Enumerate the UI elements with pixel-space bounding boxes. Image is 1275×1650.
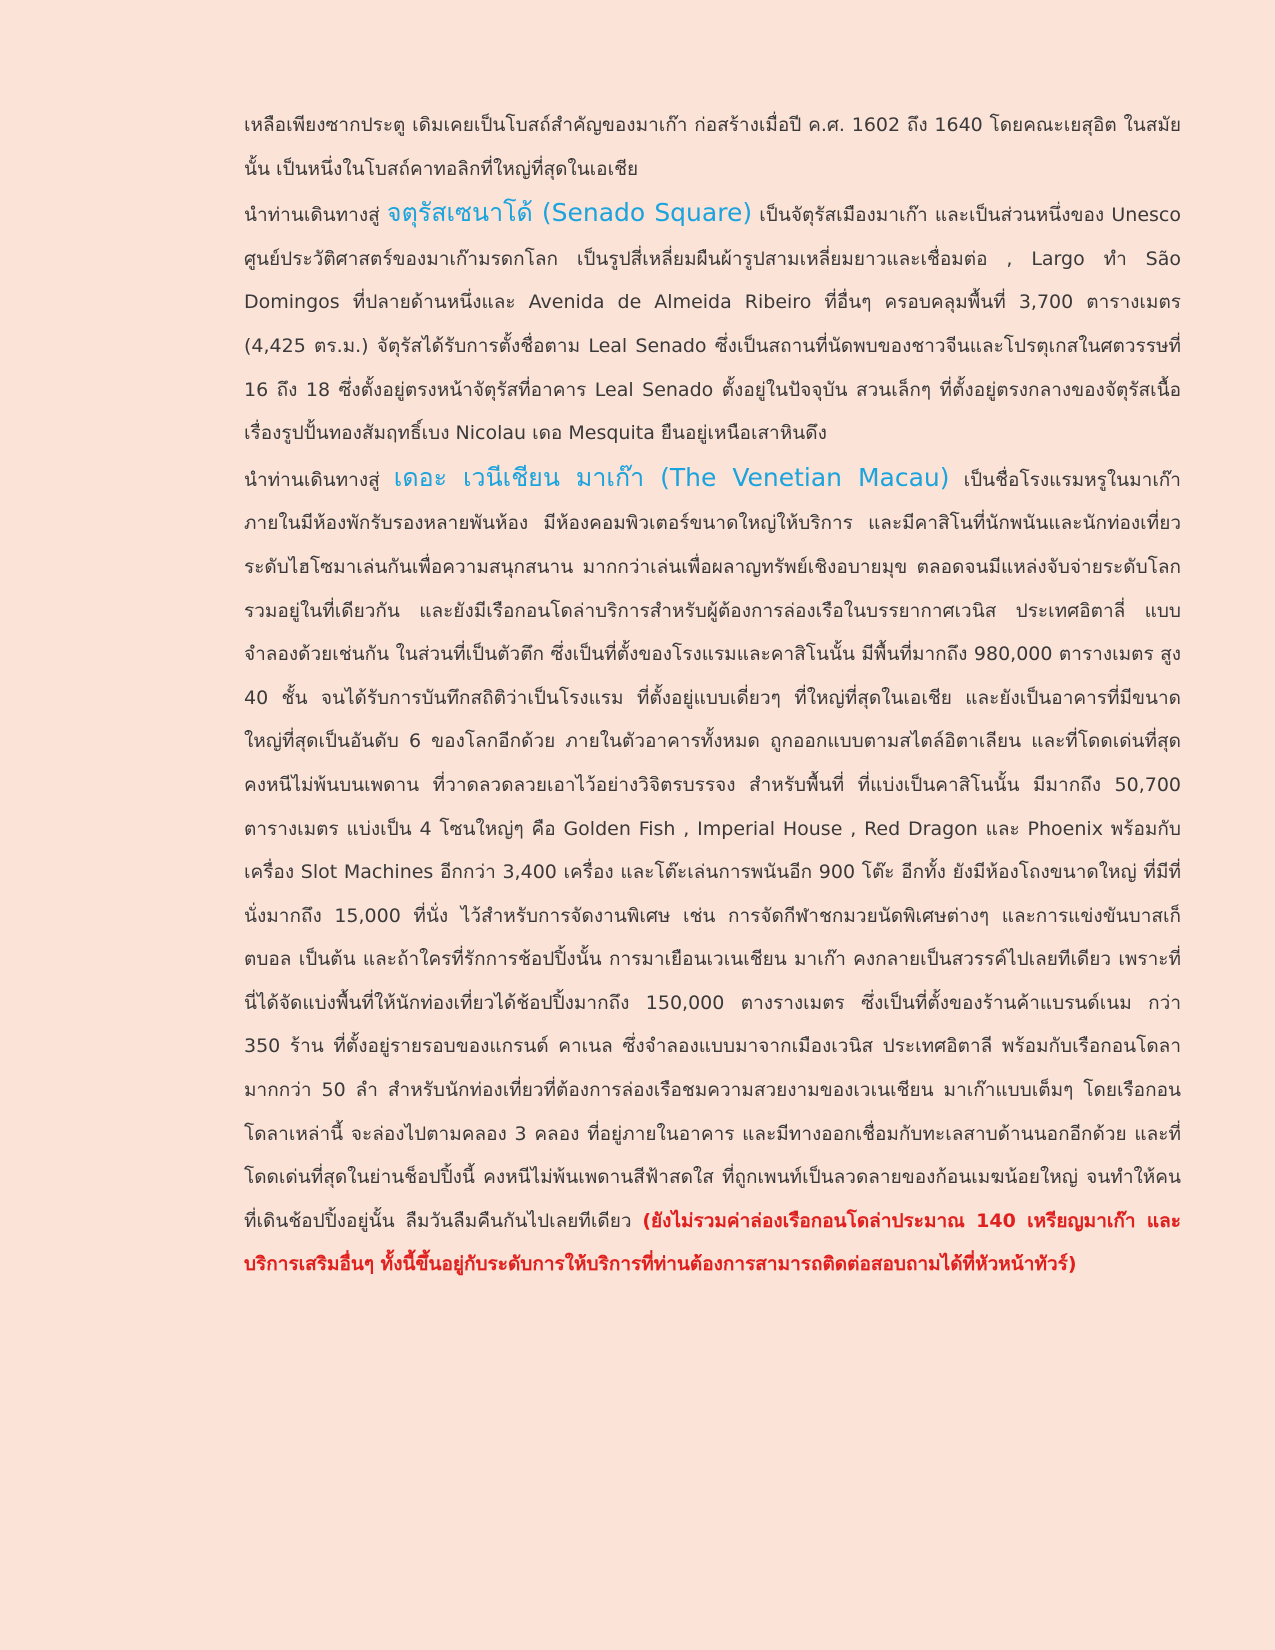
paragraph-body: เป็นชื่อโรงแรมหรูในมาเก๊า ภายในมีห้องพักรับรองหลายพันห้อง มีห้องคอมพิวเตอร์ขนาดใหญ่ให้บริการ และมีคาสิโนที่นักพนันและนักท่องเที่ยวระดับไฮโซมาเล่นกันเพื่อความสนุกสนาน มากกว่าเล่นเพื่อผลาญทรัพย์เชิงอบายมุข ตลอดจนมีแหล่งจับจ่ายระดับโลกรวมอยู่ในที่เดียวกัน และยังมีเรือกอนโดล่าบริการสำหรับผู้ต้องการล่องเรือในบรรยากาศเวนิส ประเทศอิตาลี่ แบบจำลองด้วยเช่นกัน ในส่วนที่เป็นตัวตึก ซึ่งเป็นที่ตั้งของโรงแรมและคาสิโนนั้น มีพื้นที่มากถึง 980,000 ตารางเมตร สูง 40 ชั้น จนได้รับการบันทึกสถิติว่าเป็นโรงแรม ที่ตั้งอยู่แบบเดี่ยวๆ ที่ใหญ่ที่สุดในเอเชีย และยังเป็นอาคารที่มีขนาดใหญ่ที่สุดเป็นอันดับ 6 ของโลกอีกด้วย ภายในตัวอาคารทั้งหมด ถูกออกแบบตามสไตล์อิตาเลียน และที่โดดเด่นที่สุด คงหนีไม่พ้นบนเพดาน ที่วาดลวดลวยเอาไว้อย่างวิจิตรบรรจง สำหรับพื้นที่ ที่แบ่งเป็นคาสิโนนั้น มีมากถึง 50,700 ตารางเมตร แบ่งเป็น 4 โซนใหญ่ๆ คือ Golden Fish , Imperial House , Red Dragon และ Phoenix พร้อมกับเครื่อง Slot Machines อีกกว่า 3,400 เครื่อง และโต๊ะเล่นการพนันอีก 900 โต๊ะ อีกทั้ง ยังมีห้องโถงขนาดใหญ่ ที่มีที่นั่งมากถึง 15,000 ที่นั่ง ไว้สำหรับการจัดงานพิเศษ เช่น การจัดกีฬาชกมวยนัดพิเศษต่างๆ และการแข่งขันบาสเก็ตบอล เป็นต้น และถ้าใครที่รักการช้อปปิ้งนั้น การมาเยือนเวเนเชียน มาเก๊า คงกลายเป็นสวรรค์ไปเลยทีเดียว เพราะที่นี่ได้จัดแบ่งพื้นที่ให้นักท่องเที่ยวได้ช้อปปิ้งมากถึง 150,000 ตางรางเมตร ซึ่งเป็นที่ตั้งของร้านค้าแบรนด์เนม กว่า 350 ร้าน ที่ตั้งอยู่รายรอบของแกรนด์ คาเนล ซึ่งจำลองแบบมาจากเมืองเวนิส ประเทศอิตาลี พร้อมกับเรือกอนโดลามากกว่า 50 ลำ สำหรับนักท่องเที่ยวที่ต้องการล่องเรือชมความสวยงามของเวเนเชียน มาเก๊าแบบเต็มๆ โดยเรือกอนโดลาเหล่านี้ จะล่องไปตามคลอง 3 คลอง ที่อยู่ภายในอาคาร และมีทางออกเชื่อมกับทะเลสาบด้านนอกอีกด้วย และที่โดดเด่นที่สุดในย่านช็อปปิ้งนี้ คงหนีไม่พ้นเพดานสีฟ้าสดใส ที่ถูกเพนท์เป็นลวดลายของก้อนเมฆน้อยใหญ่ จนทำให้คนที่เดินช้อปปิ้งอยู่นั้น ลืมวันลืมคืนกันไปเลยทีเดียว bbox=[244, 468, 1181, 1232]
paragraph-venetian-macau bbox=[244, 456, 1181, 1287]
document-page bbox=[244, 104, 1181, 1287]
paragraph-body: เป็นจัตุรัสเมืองมาเก๊า และเป็นส่วนหนึ่งของ Unesco ศูนย์ประวัติศาสตร์ของมาเก๊ามรดกโลก เป็นรูปสี่เหลี่ยมผืนผ้ารูปสามเหลี่ยมยาวและเชื่อมต่อ , Largo ทำ São Domingos ที่ปลายด้านหนึ่งและ Avenida de Almeida Ribeiro ที่อื่นๆ ครอบคลุมพื้นที่ 3,700 ตารางเมตร (4,425 ตร.ม.) จัตุรัสได้รับการตั้งชื่อตาม Leal Senado ซึ่งเป็นสถานที่นัดพบของชาวจีนและโปรตุเกสในศตวรรษที่ 16 ถึง 18 ซึ่งตั้งอยู่ตรงหน้าจัตุรัสที่อาคาร Leal Senado ตั้งอยู่ในปัจจุบัน สวนเล็กๆ ที่ตั้งอยู่ตรงกลางของจัตุรัสเนื้อเรื่องรูปปั้นทองสัมฤทธิ์เบง Nicolau เดอ Mesquita ยืนอยู่เหนือเสาหินดึง bbox=[244, 204, 1181, 445]
venetian-macau-heading: เดอะ เวนีเชียน มาเก๊า (The Venetian Macau) bbox=[393, 462, 950, 492]
paragraph-senado-square bbox=[244, 191, 1181, 456]
senado-square-heading: จตุรัสเซนาโด้ (Senado Square) bbox=[386, 198, 753, 228]
gondola-price-note: (ยังไม่รวมค่าล่องเรือกอนโดล่าประมาณ 140 เหรียญมาเก๊า และ บริการเสริมอื่นๆ ทั้งนี้ขึ้นอยู่กับระดับการให้บริการที่ท่านต้องการสามารถติดต่อสอบถามได้ที่หัวหน้าทัวร์) bbox=[244, 1209, 1181, 1276]
paragraph-church-ruins: เหลือเพียงซากประตู เดิมเคยเป็นโบสถ์สำคัญของมาเก๊า ก่อสร้างเมื่อปี ค.ศ. 1602 ถึง 1640 โดยคณะเยสุอิต ในสมัยนั้น เป็นหนึ่งในโบสถ์คาทอลิกที่ใหญ่ที่สุดในเอเชีย bbox=[244, 114, 1181, 180]
paragraph-intro: นำท่านเดินทางสู่ bbox=[244, 468, 394, 491]
paragraph-intro: นำท่านเดินทางสู่ bbox=[244, 204, 387, 227]
